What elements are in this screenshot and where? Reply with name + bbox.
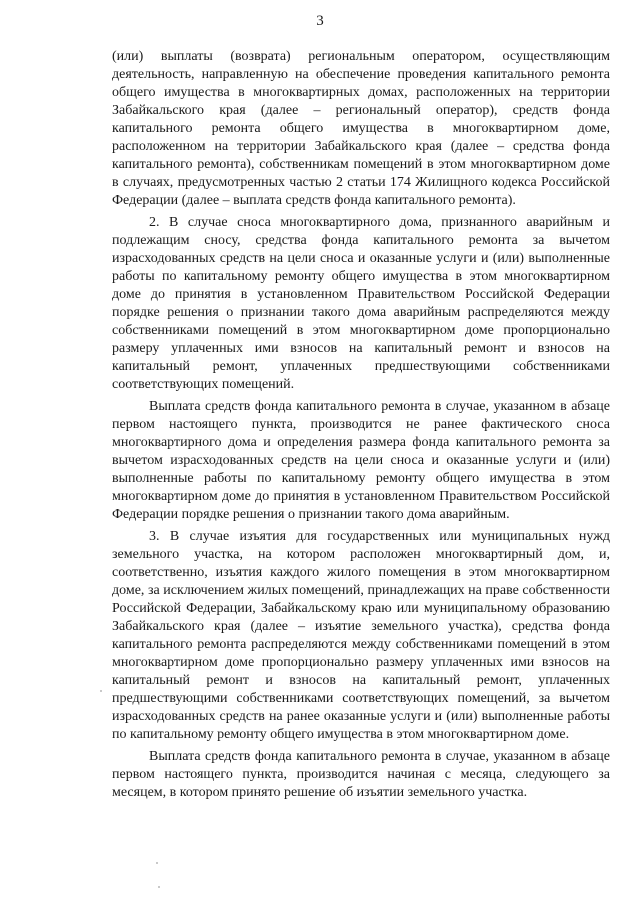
page-number: 3 — [316, 13, 324, 29]
scan-artifact — [158, 886, 160, 888]
paragraph-clause-2-payment: Выплата средств фонда капитального ремонта в случае, указанном в абзаце первом настоящего пункта, производится не ранее фактического сноса многоквартирного дома и определения размера фонда капитального ремонта за вычетом израсходованных средств на цели сноса и оказанные услуги и (или) выполненные работы по капитальному ремонту общего имущества в этом многоквартирном доме до принятия в установленном Правительством Российской Федерации порядке решения о признании такого дома аварийным. — [112, 399, 610, 522]
paragraph-clause-3: 3. В случае изъятия для государственных или муниципальных нужд земельного участка, на котором расположен многоквартирный дом, и, соответственно, изъятия каждого жилого помещения в этом многоквартирном доме, за исключением жилых помещений, принадлежащих на праве собственности Российской Федерации, Забайкальскому краю или муниципальному образованию Забайкальского края (далее – изъятие земельного участка), средства фонда капитального ремонта распределяются между собственниками помещений в этом многоквартирном доме пропорционально размеру уплаченных ими взносов на капитальный ремонт и взносов на капитальный ремонт, уплаченных предшествующими собственниками соответствующих помещений, за вычетом израсходованных средств на ранее оказанные услуги и (или) выполненные работы по капитальному ремонту общего имущества в этом многоквартирном доме. — [112, 529, 610, 742]
paragraph-clause-2: 2. В случае сноса многоквартирного дома, признанного аварийным и подлежащим сносу, средства фонда капитального ремонта за вычетом израсходованных средств на цели сноса и оказанные услуги и (или) выполненные работы по капитальному ремонту общего имущества в этом многоквартирном доме до принятия в установленном Правительством Российской Федерации порядке решения о признании такого дома аварийным распределяются между собственниками помещений в этом многоквартирном доме пропорционально размеру уплаченных ими взносов на капитальный ремонт и взносов на капитальный ремонт, уплаченных предшествующими собственниками соответствующих помещений. — [112, 215, 610, 392]
document-body — [112, 48, 610, 806]
paragraph-clause-3-payment: Выплата средств фонда капитального ремонта в случае, указанном в абзаце первом настоящего пункта, производится начиная с месяца, следующего за месяцем, в котором принято решение об изъятии земельного участка. — [112, 749, 610, 800]
scan-artifact — [156, 862, 158, 864]
scan-artifact — [100, 690, 102, 692]
paragraph-intro-continuation: (или) выплаты (возврата) региональным оператором, осуществляющим деятельность, направленную на обеспечение проведения капитального ремонта общего имущества в многоквартирных домах, расположенных на территории Забайкальского края (далее – региональный оператор), средств фонда капитального ремонта общего имущества в многоквартирном доме, расположенном на территории Забайкальского края (далее – средства фонда капитального ремонта), собственникам помещений в этом многоквартирном доме в случаях, предусмотренных частью 2 статьи 174 Жилищного кодекса Российской Федерации (далее – выплата средств фонда капитального ремонта). — [112, 49, 610, 208]
